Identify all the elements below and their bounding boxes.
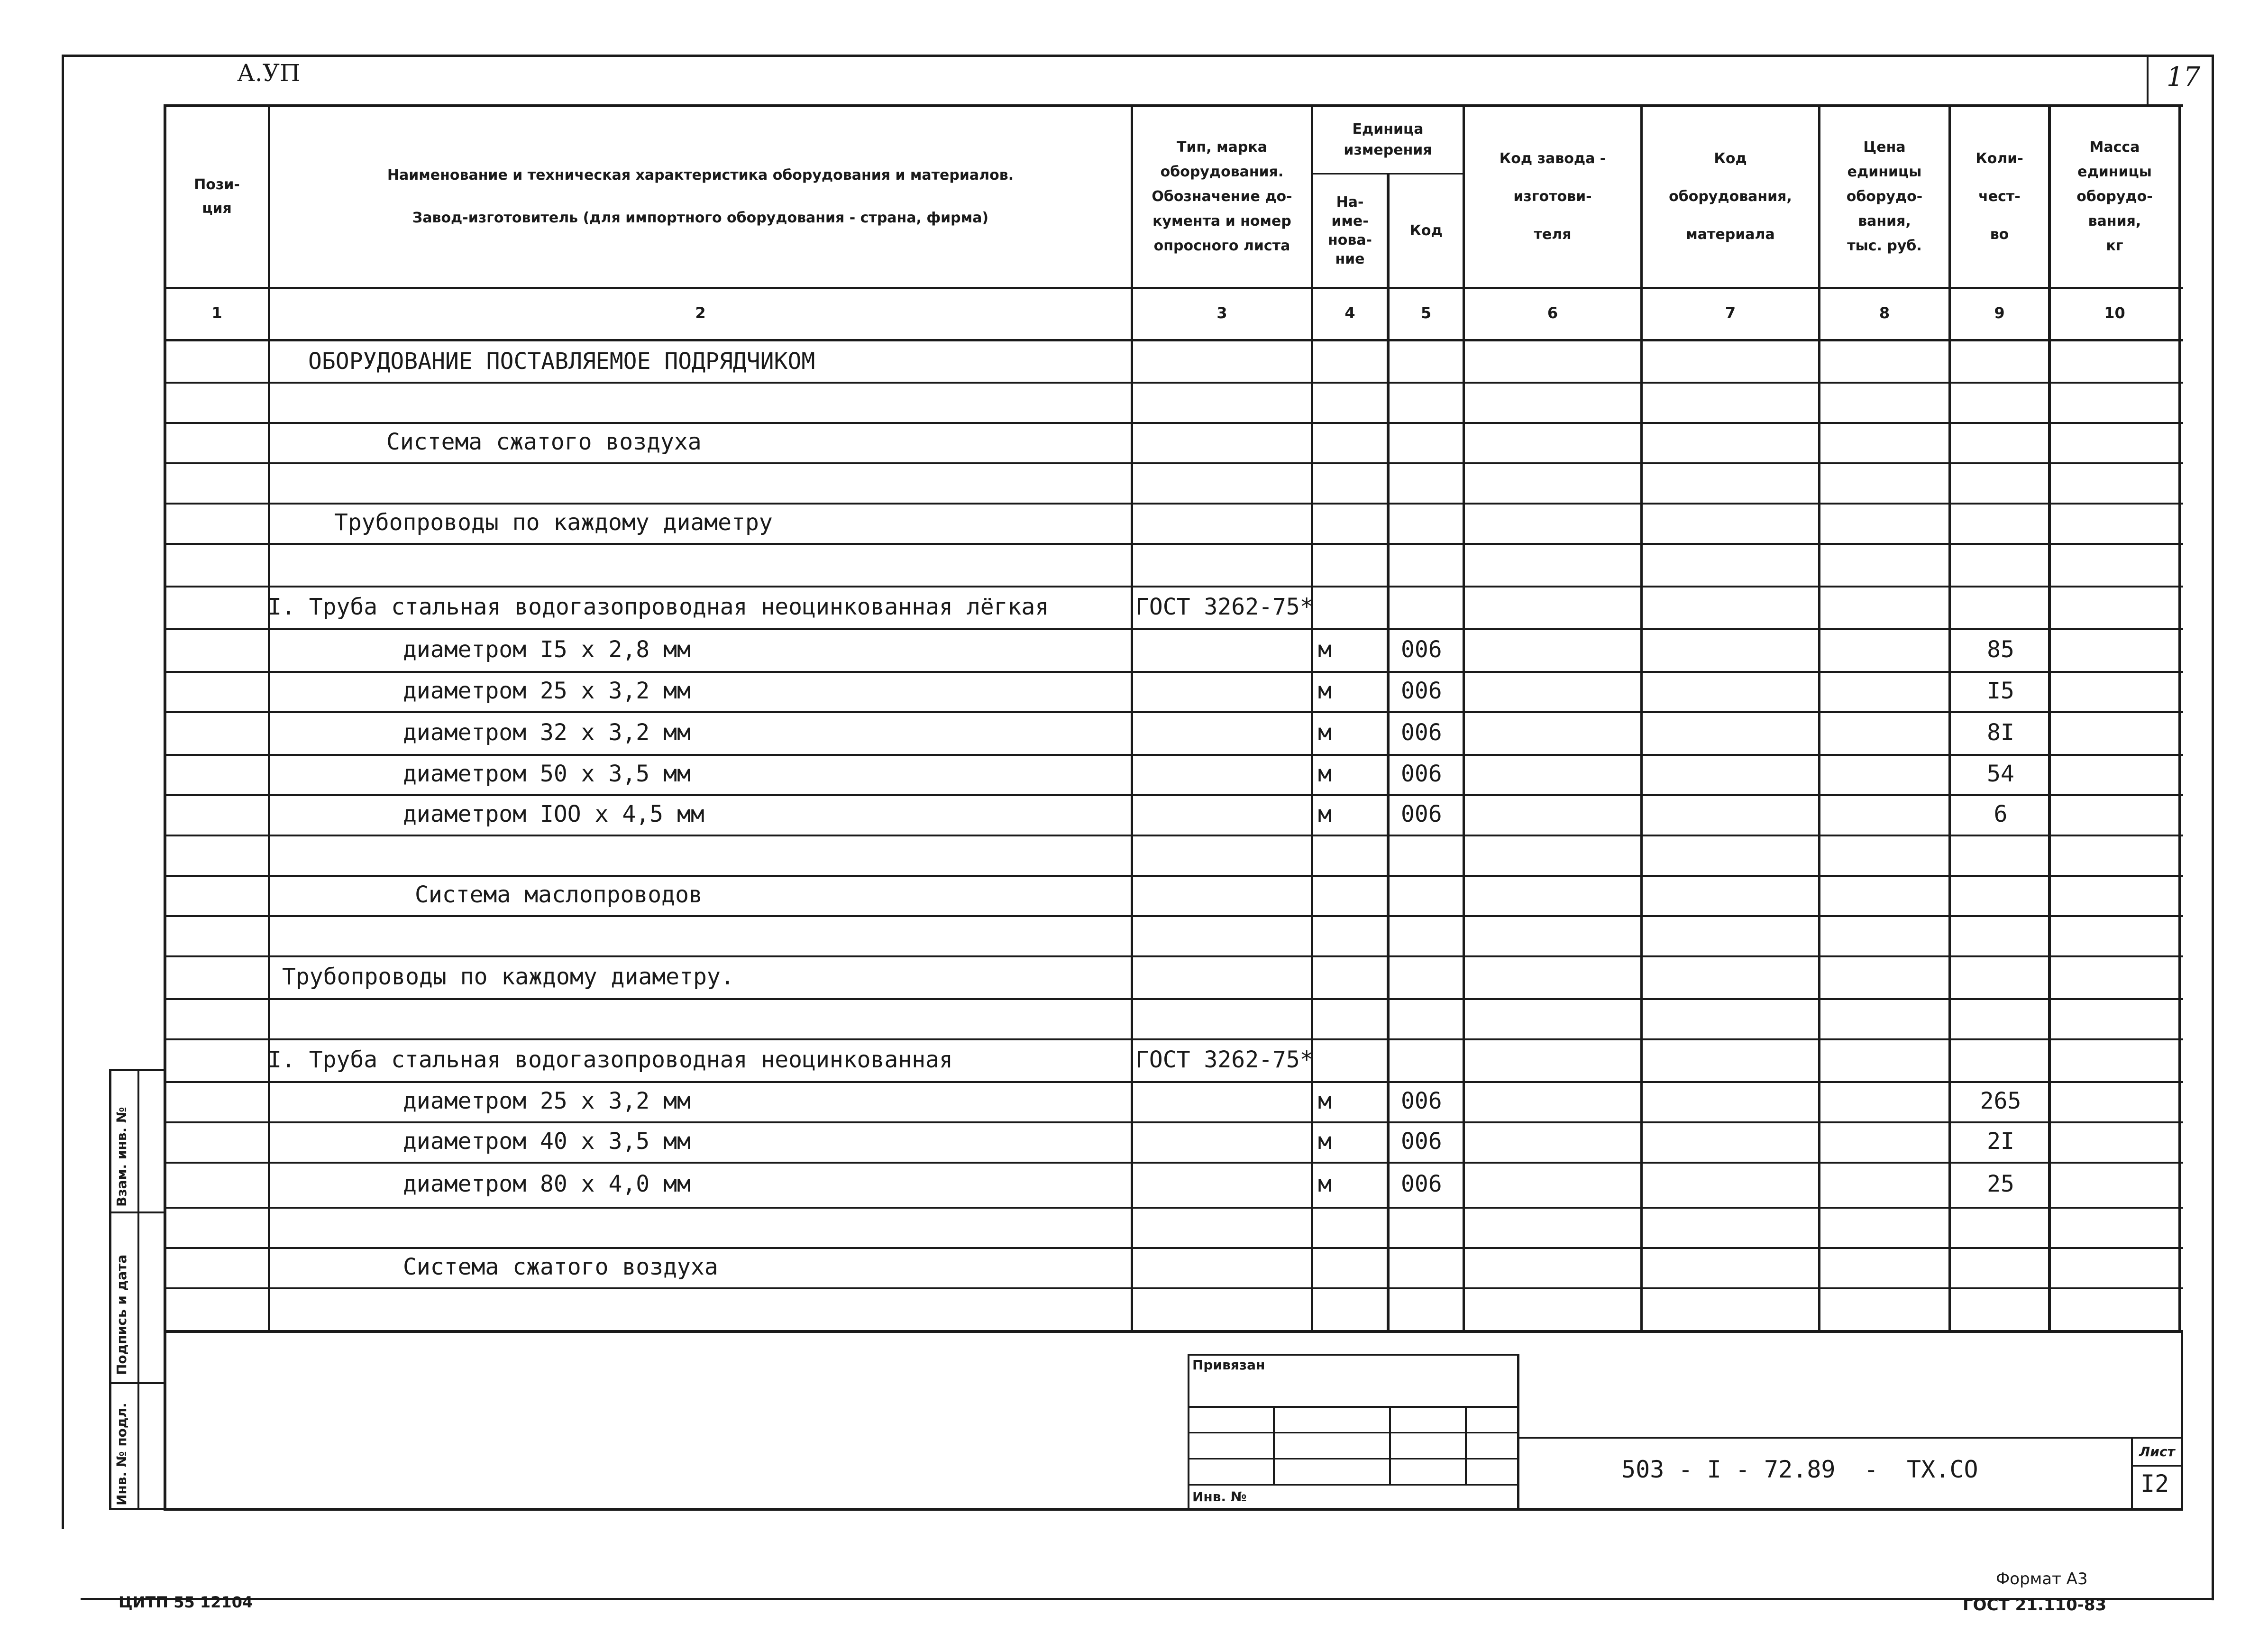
stamp-podpis-data: Подпись и дата [114,1254,129,1375]
footer-format: Формат А3 [1996,1569,2088,1588]
sheet-box-left [2131,1437,2133,1510]
item-name: I. Труба стальная водогазопроводная неоцинкованная [268,1046,953,1073]
field-bottom [164,1508,2183,1511]
header-position: Пози- ция [194,176,240,217]
row-divider [164,835,2183,836]
col-number: 2 [695,304,706,322]
header-unit-group: Единица измерения [1344,121,1432,158]
privyazan-h1 [1188,1406,1519,1408]
item-name: диаметром 32 х 3,2 мм [403,719,691,746]
item-name: диаметром IOO х 4,5 мм [403,801,704,827]
table-bottom [164,1330,2183,1333]
item-code: 006 [1401,801,1442,827]
frame-right [2212,55,2214,1600]
item-unit: м [1318,1088,1332,1114]
item-qty: 8I [1987,719,2014,746]
footer-gost: ГОСТ 21.110-83 [1963,1596,2107,1615]
item-unit: м [1318,636,1332,663]
code-block-top [1517,1437,2183,1439]
col-number: 5 [1420,304,1432,322]
item-name: Трубопроводы по каждому диаметру. [282,964,734,990]
col-line-9 [2048,104,2051,1332]
item-unit: м [1318,761,1332,787]
header-mass: Масса единицы оборудо- вания, кг [2076,139,2153,254]
corner-divider [2147,55,2149,107]
item-unit: м [1318,1171,1332,1197]
col-line-5 [1463,104,1465,1332]
item-name: Система сжатого воздуха [403,1254,718,1280]
item-code: 006 [1401,678,1442,704]
item-name: диаметром 25 х 3,2 мм [403,678,691,704]
item-name: Трубопроводы по каждому диаметру [334,509,773,536]
stamp-div-1 [109,1211,165,1213]
row-divider [164,998,2183,1000]
privyazan-v1 [1273,1406,1275,1484]
col-line-1 [268,104,270,1332]
frame-bottom-outer [81,1598,2214,1600]
header-name-line1: Наименование и техническая характеристика оборудования и материалов. [387,167,1014,184]
col-line-10 [2178,104,2181,1332]
col-number: 4 [1344,304,1355,322]
privyazan-h2 [1188,1432,1519,1433]
item-code: 006 [1401,1171,1442,1197]
inv-no-label: Инв. № [1192,1489,1247,1505]
item-type: ГОСТ 3262-75* [1135,1046,1314,1073]
row-divider [164,915,2183,917]
stamp-top [109,1069,165,1071]
item-name: Система маслопроводов [415,881,703,908]
header-unit-name: На- име- нова- ние [1327,193,1372,267]
row-divider [164,1207,2183,1209]
item-name: диаметром 25 х 3,2 мм [403,1088,691,1114]
item-code: 006 [1401,1128,1442,1155]
page-corner-number: 17 [2167,62,2201,92]
item-code: 006 [1401,636,1442,663]
item-code: 006 [1401,719,1442,746]
privyazan-h4 [1188,1484,1519,1486]
col-line-2 [1131,104,1133,1332]
item-qty: 85 [1987,636,2014,663]
col-number: 9 [1994,304,2005,322]
col-number: 1 [211,304,222,322]
col-line-7 [1818,104,1820,1332]
item-name: диаметром 80 х 4,0 мм [403,1171,691,1197]
header-unit-code: Код [1409,222,1443,239]
stamp-vzam-inv: Взам. инв. № [114,1107,129,1207]
header-name [270,107,1131,287]
item-qty: 265 [1980,1088,2021,1114]
header-type: Тип, марка оборудования. Обозначение до- кумента и номер опросного листа [1152,139,1292,254]
header-manufacturer-code: Код завода - изготови- теля [1499,150,1606,243]
project-ref: А.УП [237,59,301,87]
frame-left [62,55,64,1529]
frame-top [62,55,2214,57]
item-qty: 6 [1994,801,2008,827]
item-unit: м [1318,1128,1332,1155]
item-name: диаметром 50 х 3,5 мм [403,761,691,787]
item-code: 006 [1401,1088,1442,1114]
header-price: Цена единицы оборудо- вания, тыс. руб. [1846,139,1923,254]
item-qty: I5 [1987,678,2014,704]
col-number: 8 [1879,304,1890,322]
sheet-box-mid [2131,1465,2183,1467]
item-qty: 2I [1987,1128,2014,1155]
item-qty: 54 [1987,761,2014,787]
header-equipment-code: Код оборудования, материала [1669,150,1792,243]
item-unit: м [1318,801,1332,827]
stamp-left-edge [109,1069,111,1510]
col-line-3 [1311,104,1313,1332]
document-code: 503 - I - 72.89 - ТХ.СО [1621,1456,1978,1483]
sheet-number: I2 [2140,1470,2169,1497]
item-name: Система сжатого воздуха [386,429,702,455]
row-divider [164,1287,2183,1289]
row-divider [164,382,2183,384]
item-name: ОБОРУДОВАНИЕ ПОСТАВЛЯЕМОЕ ПОДРЯДЧИКОМ [308,348,815,375]
item-unit: м [1318,678,1332,704]
sheet-label: Лист [2139,1444,2175,1459]
item-unit: м [1318,719,1332,746]
col-line-4 [1387,173,1390,1332]
col-line-8 [1948,104,1951,1332]
header-quantity: Коли- чест- во [1975,150,2023,243]
stamp-div-2 [109,1382,165,1384]
item-type: ГОСТ 3262-75* [1135,594,1314,620]
row-divider [164,462,2183,464]
item-qty: 25 [1987,1171,2014,1197]
stamp-bottom [109,1508,165,1510]
item-code: 006 [1401,761,1442,787]
stamp-inner-edge [137,1069,139,1510]
col-line-6 [1640,104,1643,1332]
field-right [2181,1330,2183,1510]
footer-tsitp: ЦИТП 55 12104 [119,1593,253,1611]
privyazan-v3 [1465,1406,1467,1484]
privyazan-top [1188,1354,1519,1356]
col-number: 10 [2104,304,2125,322]
header-name-line2: Завод-изготовитель (для импортного оборудования - страна, фирма) [412,210,989,226]
stamp-inv-podl: Инв. № подл. [114,1403,129,1505]
privyazan-h3 [1188,1458,1519,1459]
col-number: 6 [1547,304,1558,322]
row-divider [164,543,2183,545]
item-name: диаметром 40 х 3,5 мм [403,1128,691,1155]
col-number: 3 [1216,304,1227,322]
col-number: 7 [1725,304,1736,322]
privyazan-v2 [1389,1406,1391,1484]
item-name: диаметром I5 х 2,8 мм [403,636,691,663]
privyazan-label: Привязан [1192,1357,1265,1373]
item-name: I. Труба стальная водогазопроводная неоцинкованная лёгкая [268,594,1049,620]
